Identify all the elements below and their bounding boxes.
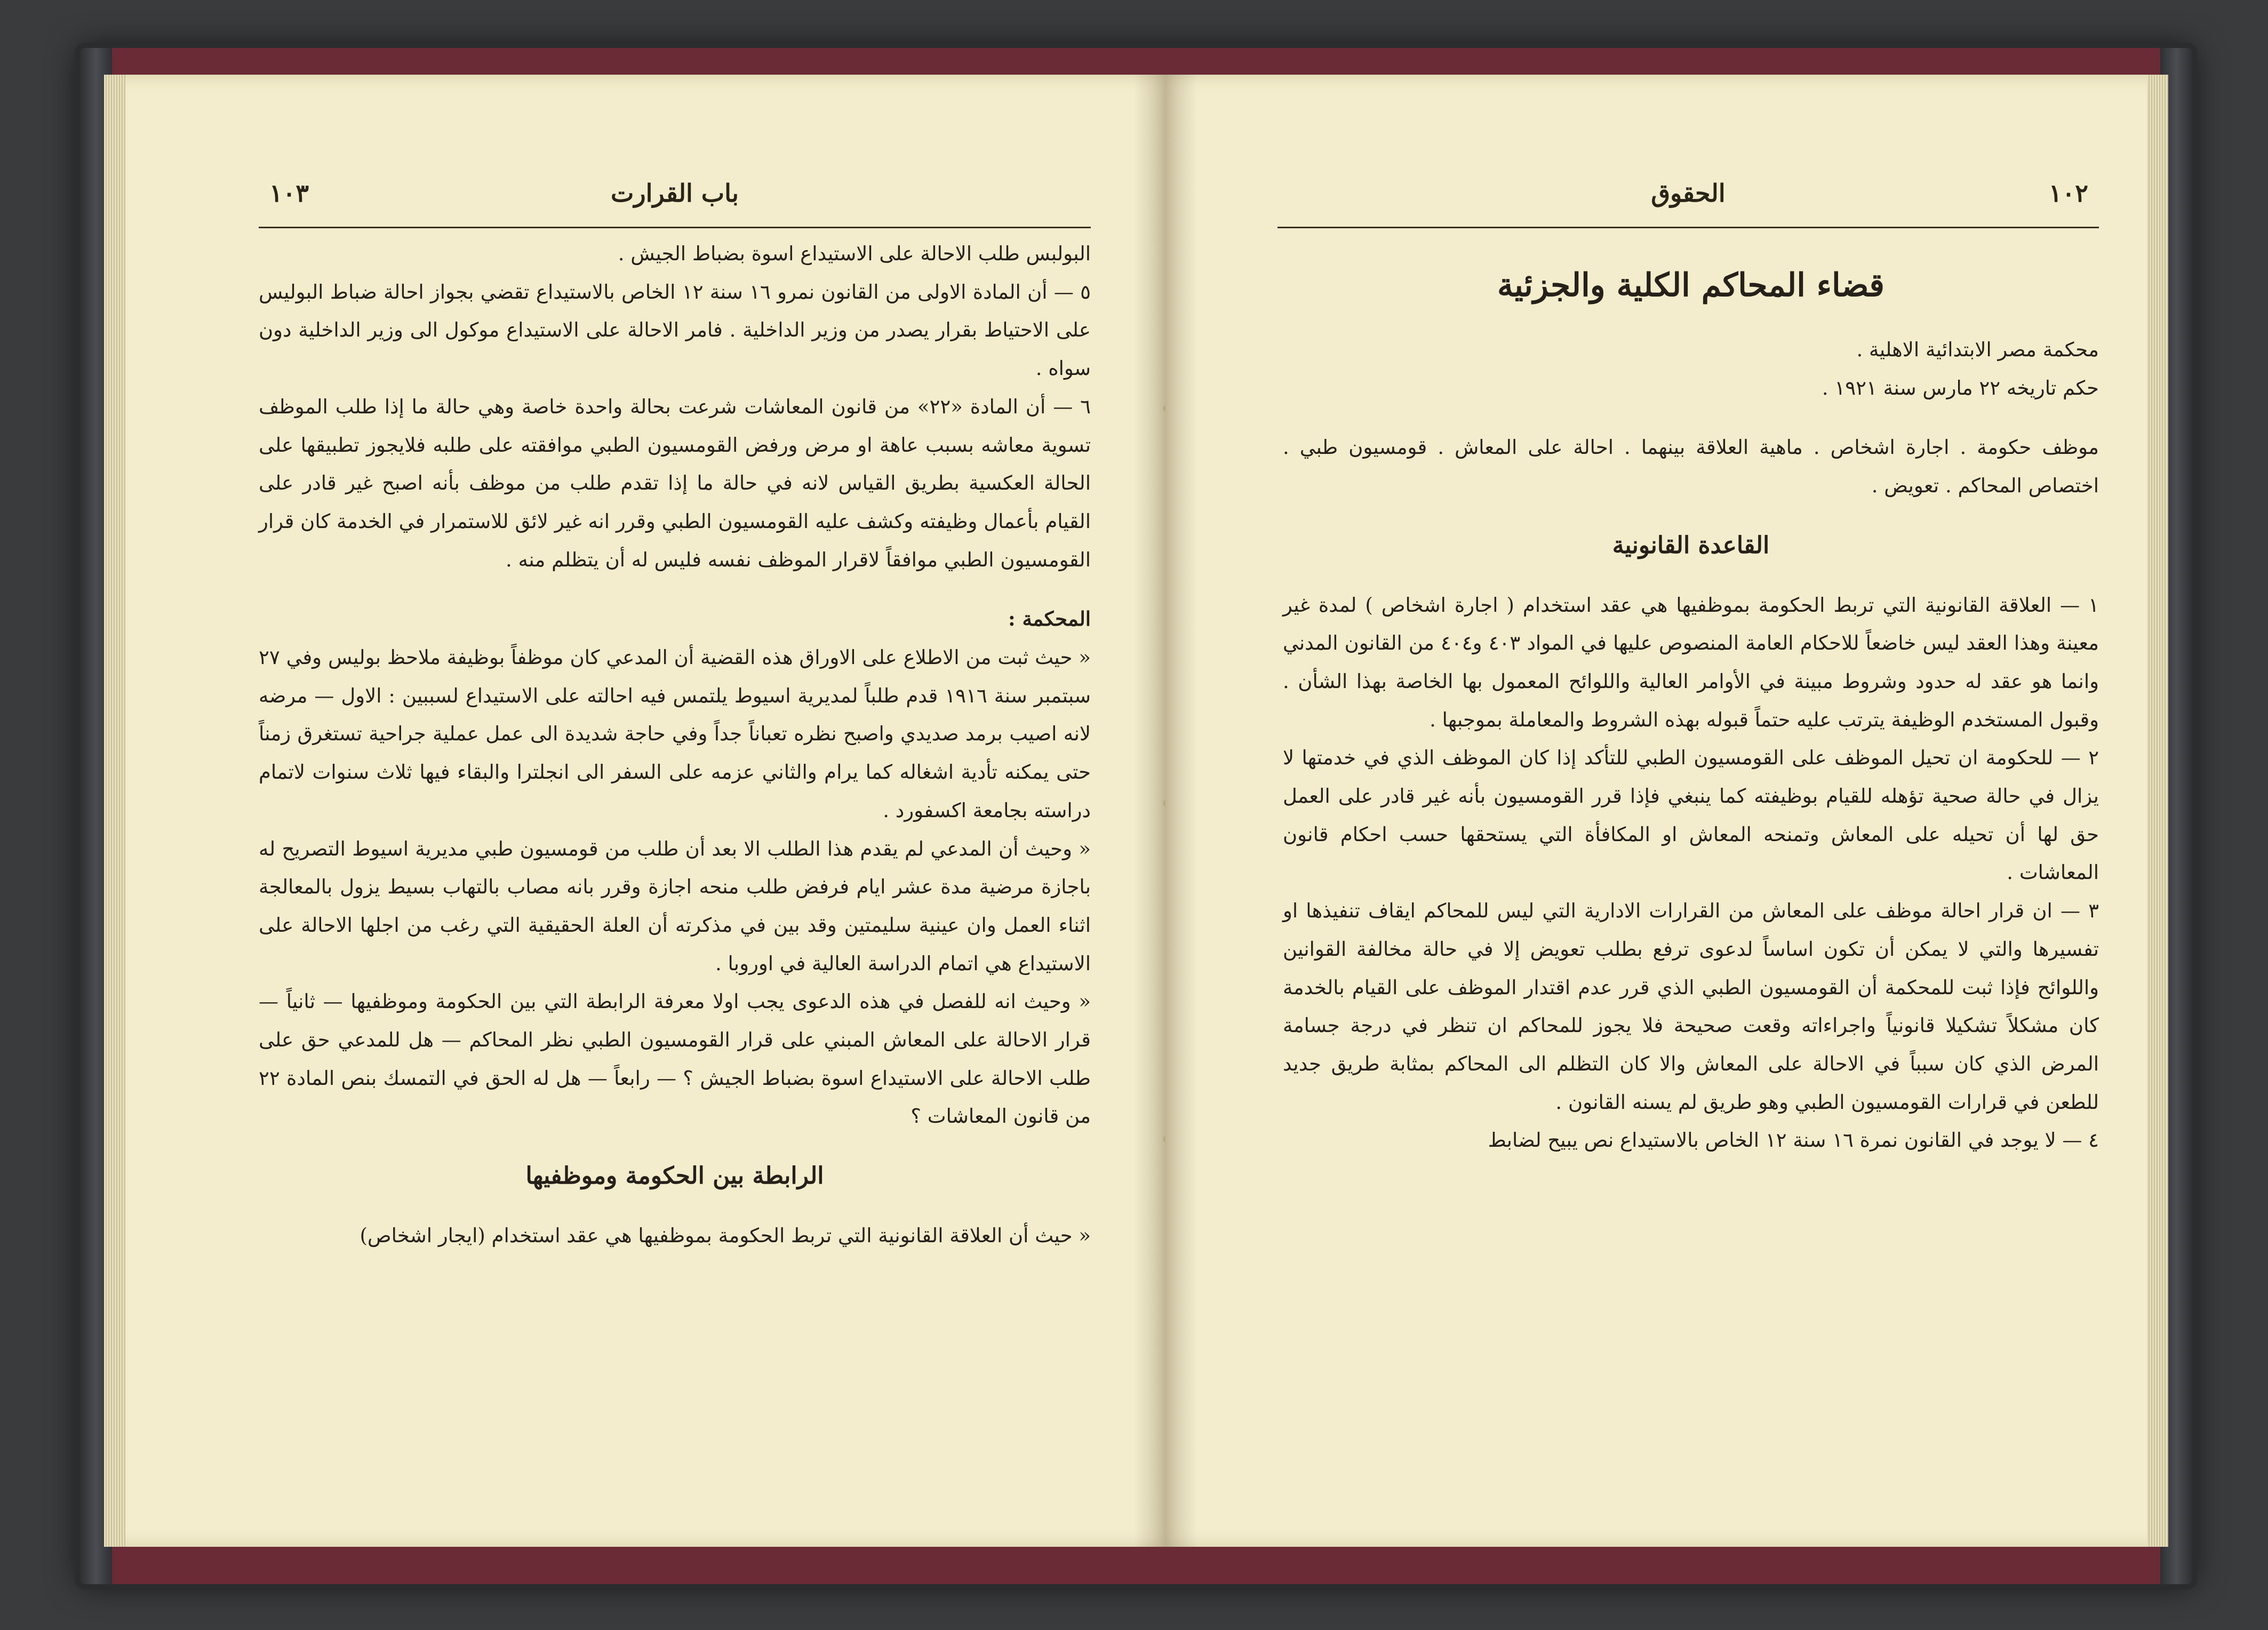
court-name: محكمة مصر الابتدائية الاهلية . — [1856, 338, 2099, 361]
paragraph: « وحيث انه للفصل في هذه الدعوى يجب اولا معرفة الرابطة التي بين الحكومة وموظفيها — ثانياً — قرار الاحالة على المعاش المبني على قرار القومسيون الطبي نظر المحاكم — هل للمدعي حق على طلب الاحالة على الاستيداع اسوة بضباط الجيش ؟ — رابعاً — هل له الحق في التمسك بنص المادة ٢٢ من قانون المعاشات ؟ — [259, 990, 1091, 1128]
paragraph: ٤ — لا يوجد في القانون نمرة ١٦ سنة ١٢ الخاص بالاستيداع نص يبيح لضابط — [1488, 1129, 2099, 1152]
chapter-title: قضاء المحاكم الكلية والجزئية — [1497, 267, 1884, 304]
left-page — [104, 75, 1167, 1547]
paragraph: ٦ — أن المادة «٢٢» من قانون المعاشات شرعت بحالة واحدة خاصة وهي حالة ما إذا طلب الموظف تسوية معاشه بسبب عاهة او مرض ورفض القومسيون الطبي موافقته على طلبه فلايجوز تطبيقها على الحالة العكسية بطريق القياس لانه في حالة ما إذا تقدم طلب من موظف بأنه اصبح غير قادر على القيام بأعمال وظيفته وكشف عليه القومسيون الطبي وقرر انه غير لائق للاستمرار في الخدمة كان قرار القومسيون الطبي موافقاً لاقرار الموظف نفسه فليس له أن يتظلم منه . — [259, 395, 1091, 571]
page-number: ١٠٣ — [269, 179, 309, 207]
right-page — [1165, 75, 2168, 1547]
page-edges — [104, 75, 125, 1547]
page-header — [259, 168, 1091, 228]
section-heading: القاعدة القانونية — [1612, 531, 1770, 559]
section-heading: الرابطة بين الحكومة وموظفيها — [525, 1162, 824, 1190]
page-header — [1277, 168, 2099, 228]
paragraph: « حيث أن العلاقة القانونية التي تربط الحكومة بموظفيها هي عقد استخدام (ايجار اشخاص) — [360, 1224, 1091, 1247]
page-number: ١٠٢ — [2048, 179, 2088, 207]
paragraph: ٥ — أن المادة الاولى من القانون نمرو ١٦ سنة ١٢ الخاص بالاستيداع تقضي بجواز احالة ضباط البوليس على الاحتياط بقرار يصدر من وزير الداخلية . فامر الاحالة على الاستيداع موكول الى وزير الداخلية دون سواه . — [259, 280, 1091, 380]
judgment-date: حكم تاريخه ٢٢ مارس سنة ١٩٢١ . — [1822, 376, 2099, 399]
keywords: موظف حكومة . اجارة اشخاص . ماهية العلاقة بينهما . احالة على المعاش . قومسيون طبي . اختصاص المحاكم . تعويض . — [1283, 436, 2099, 498]
book-spread — [80, 48, 2192, 1584]
gutter-shadow — [1133, 75, 1165, 1547]
right-body — [1283, 229, 2099, 1160]
running-title: الحقوق — [1651, 179, 1726, 207]
gutter-shadow — [1165, 75, 1197, 1547]
paragraph: « حيث ثبت من الاطلاع على الاوراق هذه القضية أن المدعي كان موظفاً بوظيفة ملاحظ بوليس وفي ٢٧ سبتمبر سنة ١٩١٦ قدم طلباً لمديرية اسيوط يلتمس فيه احالته على الاستيداع لسببين : الاول — مرضه لانه اصيب برمد صديدي واصبح نظره تعباناً جداً وفي حاجة شديدة الى عمل عملية جراحية تستغرق زمناً حتى يمكنه تأدية اشغاله كما يرام والثاني عزمه على السفر الى انجلترا والبقاء فيها ثلاث سنوات لاتمام دراسته بجامعة اكسفورد . — [259, 646, 1091, 822]
paragraph: ١ — العلاقة القانونية التي تربط الحكومة بموظفيها هي عقد استخدام ( اجارة اشخاص ) لمدة غير معينة وهذا العقد ليس خاضعاً للاحكام العامة المنصوص عليها في المواد ٤٠٣ و٤٠٤ من القانون المدني وانما هو عقد له حدود وشروط مبينة في الأوامر العالية واللوائح المعمول بها الخاصة بهذا الشأن . وقبول المستخدم الوظيفة يترتب عليه حتماً قبوله بهذه الشروط والمعاملة بموجبها . — [1283, 593, 2099, 731]
page-edges — [2147, 75, 2168, 1547]
running-title: باب القرارت — [611, 179, 739, 207]
paragraph: البولبس طلب الاحالة على الاستيداع اسوة بضباط الجيش . — [618, 242, 1091, 265]
paragraph: « وحيث أن المدعي لم يقدم هذا الطلب الا بعد أن طلب من قومسيون طبي مديرية اسيوط التصريح له باجازة مرضية مدة عشر ايام فرفض طلب منحه اجازة وقرر بانه مصاب بالتهاب بسيط يزول بالمعالجة اثناء العمل وان عينية سليمتين وقد بين في مذكرته أن العلة الحقيقية التي رغب من اجلها الاحالة على الاستيداع هي اتمام الدراسة العالية في اوروبا . — [259, 837, 1091, 975]
section-label: المحكمة : — [1008, 607, 1091, 631]
paragraph: ٢ — للحكومة ان تحيل الموظف على القومسيون الطبي للتأكد إذا كان الموظف الذي في خدمتها لا يزال في حالة صحية تؤهله للقيام بوظيفته كما ينبغي فإذا قرر القومسيون بأنه غير قادر على العمل حق لها أن تحيله على المعاش وتمنحه المعاش او المكافأة التي يستحقها حسب احكام قانون المعاشات . — [1283, 746, 2099, 884]
paragraph: ٣ — ان قرار احالة موظف على المعاش من القرارات الادارية التي ليس للمحاكم ايقاف تنفيذها او تفسيرها والتي لا يمكن أن تكون اساساً لدعوى ترفع بطلب تعويض إلا في حالة مخالفة القوانين واللوائح فإذا ثبت للمحكمة أن القومسيون الطبي الذي قرر عدم اقتدار الموظف على القيام بالخدمة كان مشكلاً تشكيلا قانونياً واجراءاته وقعت صحيحة فلا يجوز للمحاكم ان تنظر في درجة جسامة المرض الذي كان سبباً في الاحالة على المعاش والا كان التظلم الى المحاكم بمثابة طريق جديد للطعن في قرارات القومسيون الطبي وهو طريق لم يسنه القانون . — [1283, 899, 2099, 1114]
left-body — [259, 235, 1091, 1255]
